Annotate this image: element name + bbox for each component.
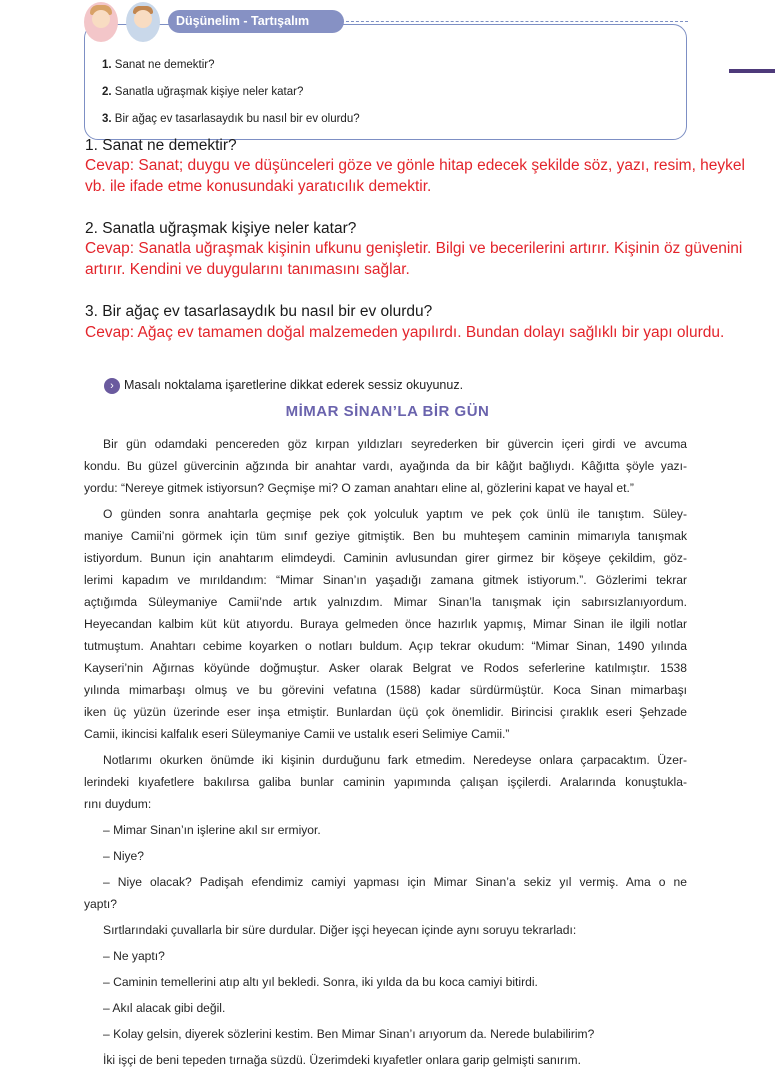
discussion-dashed-rule (336, 21, 688, 22)
dialogue-line: – Niye olacak? Padişah efendimiz camiyi yapması için Mimar Sinan’a sekiz yıl vermiş. Ama o ne (103, 875, 687, 889)
page-edge-accent (729, 69, 775, 73)
girl-avatar-icon (84, 2, 118, 42)
dialogue-line: – Mimar Sinan’ın işlerine akıl sır ermiyor. (103, 823, 321, 837)
dialogue-line: yaptı? (84, 897, 117, 911)
story-line: açtığımda Süleymaniye Camii’nde artık yalnızdım. Mimar Sinan’la tanışmak için sabırsızlanıyordum. (84, 595, 687, 609)
reading-instruction: Masalı noktalama işaretlerine dikkat ederek sessiz okuyunuz. (124, 378, 464, 392)
story-line: Sırtlarındaki çuvallarla bir süre durdular. Diğer işçi heyecan içinde aynı soruyu tekrarladı: (103, 923, 577, 937)
answer-1-line-2: vb. ile ifade etme konusundaki yaratıcılık demektir. (85, 178, 432, 195)
story-line: istiyordum. Bunun için anahtarım elimdeydi. Caminin avlusundan girer girmez bir köşeye çekildim, göz- (84, 551, 687, 565)
discussion-question-1: 1. Sanat ne demektir? (102, 59, 215, 71)
answer-1-line-1: Cevap: Sanat; duygu ve düşünceleri göze ve gönle hitap edecek şekilde söz, yazı, resim, heykel (85, 157, 745, 174)
story-line: Bir gün odamdaki pencereden göz kırpan yıldızları seyrederken bir güvercin içeri girdi ve avcuma (103, 437, 687, 451)
story-line: Camii, ikincisi kalfalık eseri Süleymaniye Camii ve ustalık eseri Selimiye Camii.” (84, 727, 510, 741)
dialogue-line: – Kolay gelsin, diyerek sözlerini kestim. Ben Mimar Sinan’ı arıyorum da. Nerede bulabilirim? (103, 1027, 595, 1041)
story-line: Heyecandan kalbim küt küt atıyordu. Buraya gelmeden önce hazırlık yapmış, Mimar Sinan ile ilgili notlar (84, 617, 687, 631)
discussion-question-3: 3. Bir ağaç ev tasarlasaydık bu nasıl bir ev olurdu? (102, 113, 360, 125)
story-line: lerindeki kıyafetlere bakılırsa galiba bunlar caminin yapımında çalışan işçilerdi. Aralarında konuştukla- (84, 775, 687, 789)
story-title: MİMAR SİNAN’LA BİR GÜN (285, 403, 490, 420)
discussion-title: Düşünelim - Tartışalım (168, 10, 344, 33)
answer-question-3: 3. Bir ağaç ev tasarlasaydık bu nasıl bir ev olurdu? (85, 303, 433, 320)
story-line: yılında mimarbaşı olmuş ve bu görevini vefatına (1588) kadar sürdürmüştür. Koca Sinan mimarbaşı (84, 683, 687, 697)
story-line: O günden sonra anahtarla geçmişe pek çok yolculuk yaptım ve pek çok ünlü ile tanıştım. Süley- (103, 507, 687, 521)
story-line: İki işçi de beni tepeden tırnağa süzdü. Üzerimdeki kıyafetler onlara garip gelmişti sanırım. (103, 1053, 581, 1067)
story-line: Kayseri’nin Ağırnas köyünde doğmuştur. Asker olarak Belgrat ve Rodos seferlerine katılmıştır. 1538 (84, 661, 687, 675)
story-line: yordu: “Nereye gitmek istiyorsun? Geçmişe mi? O zaman anahtarı eline al, gözlerini kapat ve hayal et.” (84, 481, 634, 495)
answer-question-2: 2. Sanatla uğraşmak kişiye neler katar? (85, 220, 357, 237)
answer-3-line-1: Cevap: Ağaç ev tamamen doğal malzemeden yapılırdı. Bundan dolayı sağlıklı bir yapı olurdu. (85, 324, 725, 341)
dialogue-line: – Niye? (103, 849, 145, 863)
answer-2-line-1: Cevap: Sanatla uğraşmak kişinin ufkunu genişletir. Bilgi ve becerilerini artırır. Kişinin öz güvenini (85, 240, 743, 257)
story-line: tutmuştum. Anahtarı cebime koyarken o notları buldum. Açıp tekrar okudum: “Mimar Sinan, 1490 yılında (84, 639, 687, 653)
dialogue-line: – Caminin temellerini atıp altı yıl bekledi. Sonra, iki yılda da bu koca camiyi bitirdi. (103, 975, 538, 989)
discussion-question-2: 2. Sanatla uğraşmak kişiye neler katar? (102, 86, 304, 98)
boy-avatar-icon (126, 2, 160, 42)
story-line: rını duydum: (84, 797, 152, 811)
dialogue-line: – Akıl alacak gibi değil. (103, 1001, 226, 1015)
story-line: kondu. Bu güzel güvercinin ağzında bir anahtar vardı, ayağında da bir kâğıt bağlıydı. Kâğıtta şöyle yazı- (84, 459, 687, 473)
answer-question-1: 1. Sanat ne demektir? (85, 137, 237, 154)
answer-2-line-2: artırır. Kendini ve duygularını tanımasını sağlar. (85, 261, 410, 278)
story-line: maniye Camii’ni görmek için tüm sınıf geziye gitmiştik. Ben bu muhteşem caminin mimarıyla tanışmak (84, 529, 687, 543)
dialogue-line: – Ne yaptı? (103, 949, 165, 963)
story-line: iken üç yüzün üzerinde eser inşa etmiştir. Bunlardan üçü çok önemlidir. Birincisi çıraklık eseri Şehzade (84, 705, 687, 719)
story-line: lerimi kapadım ve mırıldandım: “Mimar Sinan’ın yaşadığı zamana gitmek istiyorum.”. Gözlerimi tekrar (84, 573, 687, 587)
chevron-right-icon: › (104, 378, 120, 394)
story-line: Notlarımı okurken önümde iki kişinin durduğunu fark etmedim. Neredeyse onlara çarpacaktım. Üzer- (103, 753, 687, 767)
